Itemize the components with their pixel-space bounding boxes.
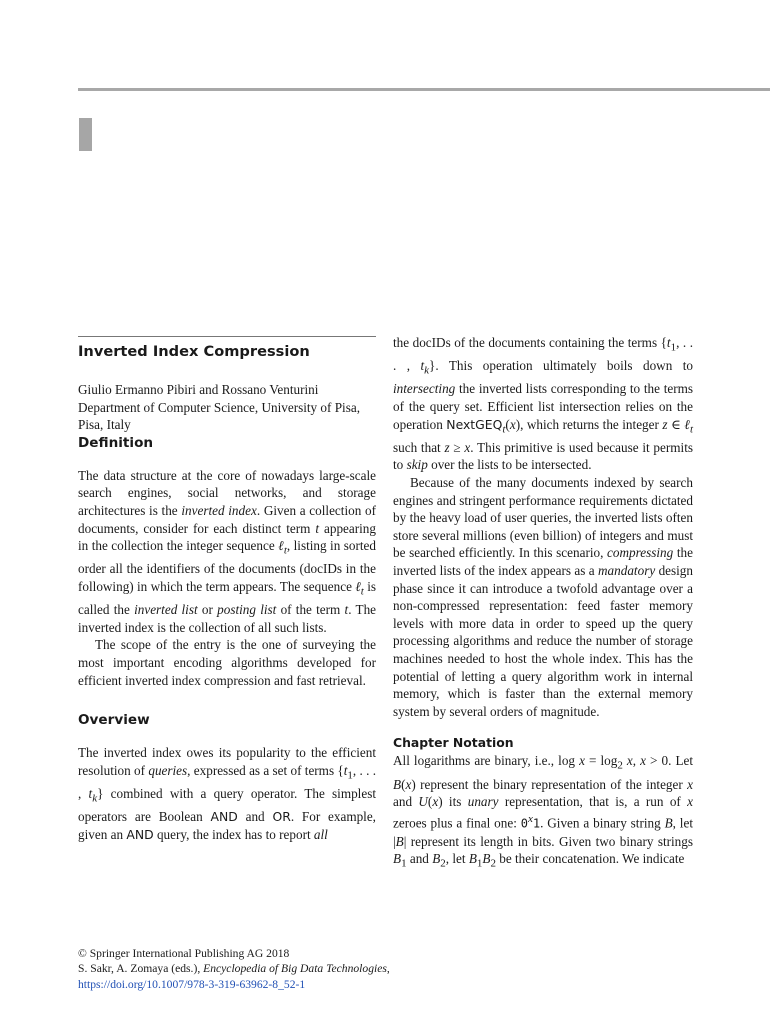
copyright: © Springer International Publishing AG 2018 — [78, 947, 290, 960]
entry-title-rule — [78, 336, 376, 337]
right-column — [393, 334, 693, 874]
left-column — [78, 336, 376, 843]
definition-paragraph-1: The data structure at the core of nowadays large-scale search engines, social networks, and storage architectures is the inverted index. Given a collection of documents, consider for each distinct term t appearing in the collection the integer sequence ℓ$_t$, listing in sorted order all the identifiers of the documents (docIDs in the following) in which the term appears. The sequence ℓ$_t$ is called the inverted list or posting list of the term t. The inverted index is the collection of all such lists. — [78, 467, 377, 635]
overview-paragraph-1-continued: the docIDs of the documents containing the terms {$t_1$, . . . , $t_k$}. This operation ultimately boils down to intersecting the inverted lists corresponding to the terms of the query set. Efficient list intersection relies on the operation NextGEQ$_t$(x), which returns the integer z ∈ ℓ$_t$ such that z ≥ x. This primitive is used because it permits to skip over the lists to be intersected. — [393, 335, 694, 473]
citation: S. Sakr, A. Zomaya (eds.), Encyclopedia of Big Data Technologies, — [78, 962, 390, 976]
affiliation: Department of Computer Science, University of Pisa, Pisa, Italy — [78, 399, 360, 433]
entry-title: Inverted Index Compression — [78, 343, 310, 360]
authors: Giulio Ermanno Pibiri and Rossano Venturini — [78, 382, 319, 397]
footer — [78, 946, 698, 992]
definition-heading: Definition — [78, 434, 154, 451]
book-title: Encyclopedia of Big Data Technologies — [203, 962, 387, 976]
chapter-notation-heading: Chapter Notation — [393, 735, 514, 751]
authors-block — [78, 381, 376, 434]
operator-or: OR — [272, 809, 291, 825]
chapter-notation-paragraph: All logarithms are binary, i.e., $\log x = \log_2 x$, x > 0. Let B(x) represent the binary representation of the integer x and U(x) its unary representation, that is, a run of x zeroes plus a final one: 0$^x$1. Given a binary string B, let |B| represent its length in bits. Given two binary strings $B_1$ and $B_2$, let $B_1B_2$ be their concatenation. We indicate — [393, 753, 694, 871]
section-letter-mark — [79, 118, 92, 151]
doi-link[interactable]: https://doi.org/10.1007/978-3-319-63962-8_52-1 — [78, 977, 306, 991]
operator-and: AND — [126, 826, 154, 842]
overview-paragraph-1: The inverted index owes its popularity to the efficient resolution of queries, expressed as a set of terms {$t_1$, . . . , $t_k$} combined with a query operator. The simplest operators are Boolean AND and OR. For example, given an AND query, the index has to report all — [78, 745, 376, 842]
header-rule — [78, 88, 770, 91]
operator-and: AND — [210, 809, 238, 825]
overview-paragraph-2: Because of the many documents indexed by search engines and stringent performance requirements dictated by the heavy load of user queries, the inverted lists often store several millions (even billion) of integers and must be searched efficiently. In this scenario, compressing the inverted lists of the index appears as a mandatory design phase since it can introduce a twofold advantage over a non-compressed representation: feed faster memory levels with more data in order to speed up the query processing algorithms and reduce the number of storage machines needed to host the whole index. This has the potential of letting a query algorithm work in internal memory, which is faster than the external memory system by several orders of magnitude. — [393, 475, 693, 719]
operator-nextgeq: NextGEQ — [446, 416, 503, 432]
definition-paragraph-2: The scope of the entry is the one of surveying the most important encoding algorithms developed for efficient inverted index compression and fast retrieval. — [78, 637, 376, 688]
overview-heading: Overview — [78, 712, 150, 729]
